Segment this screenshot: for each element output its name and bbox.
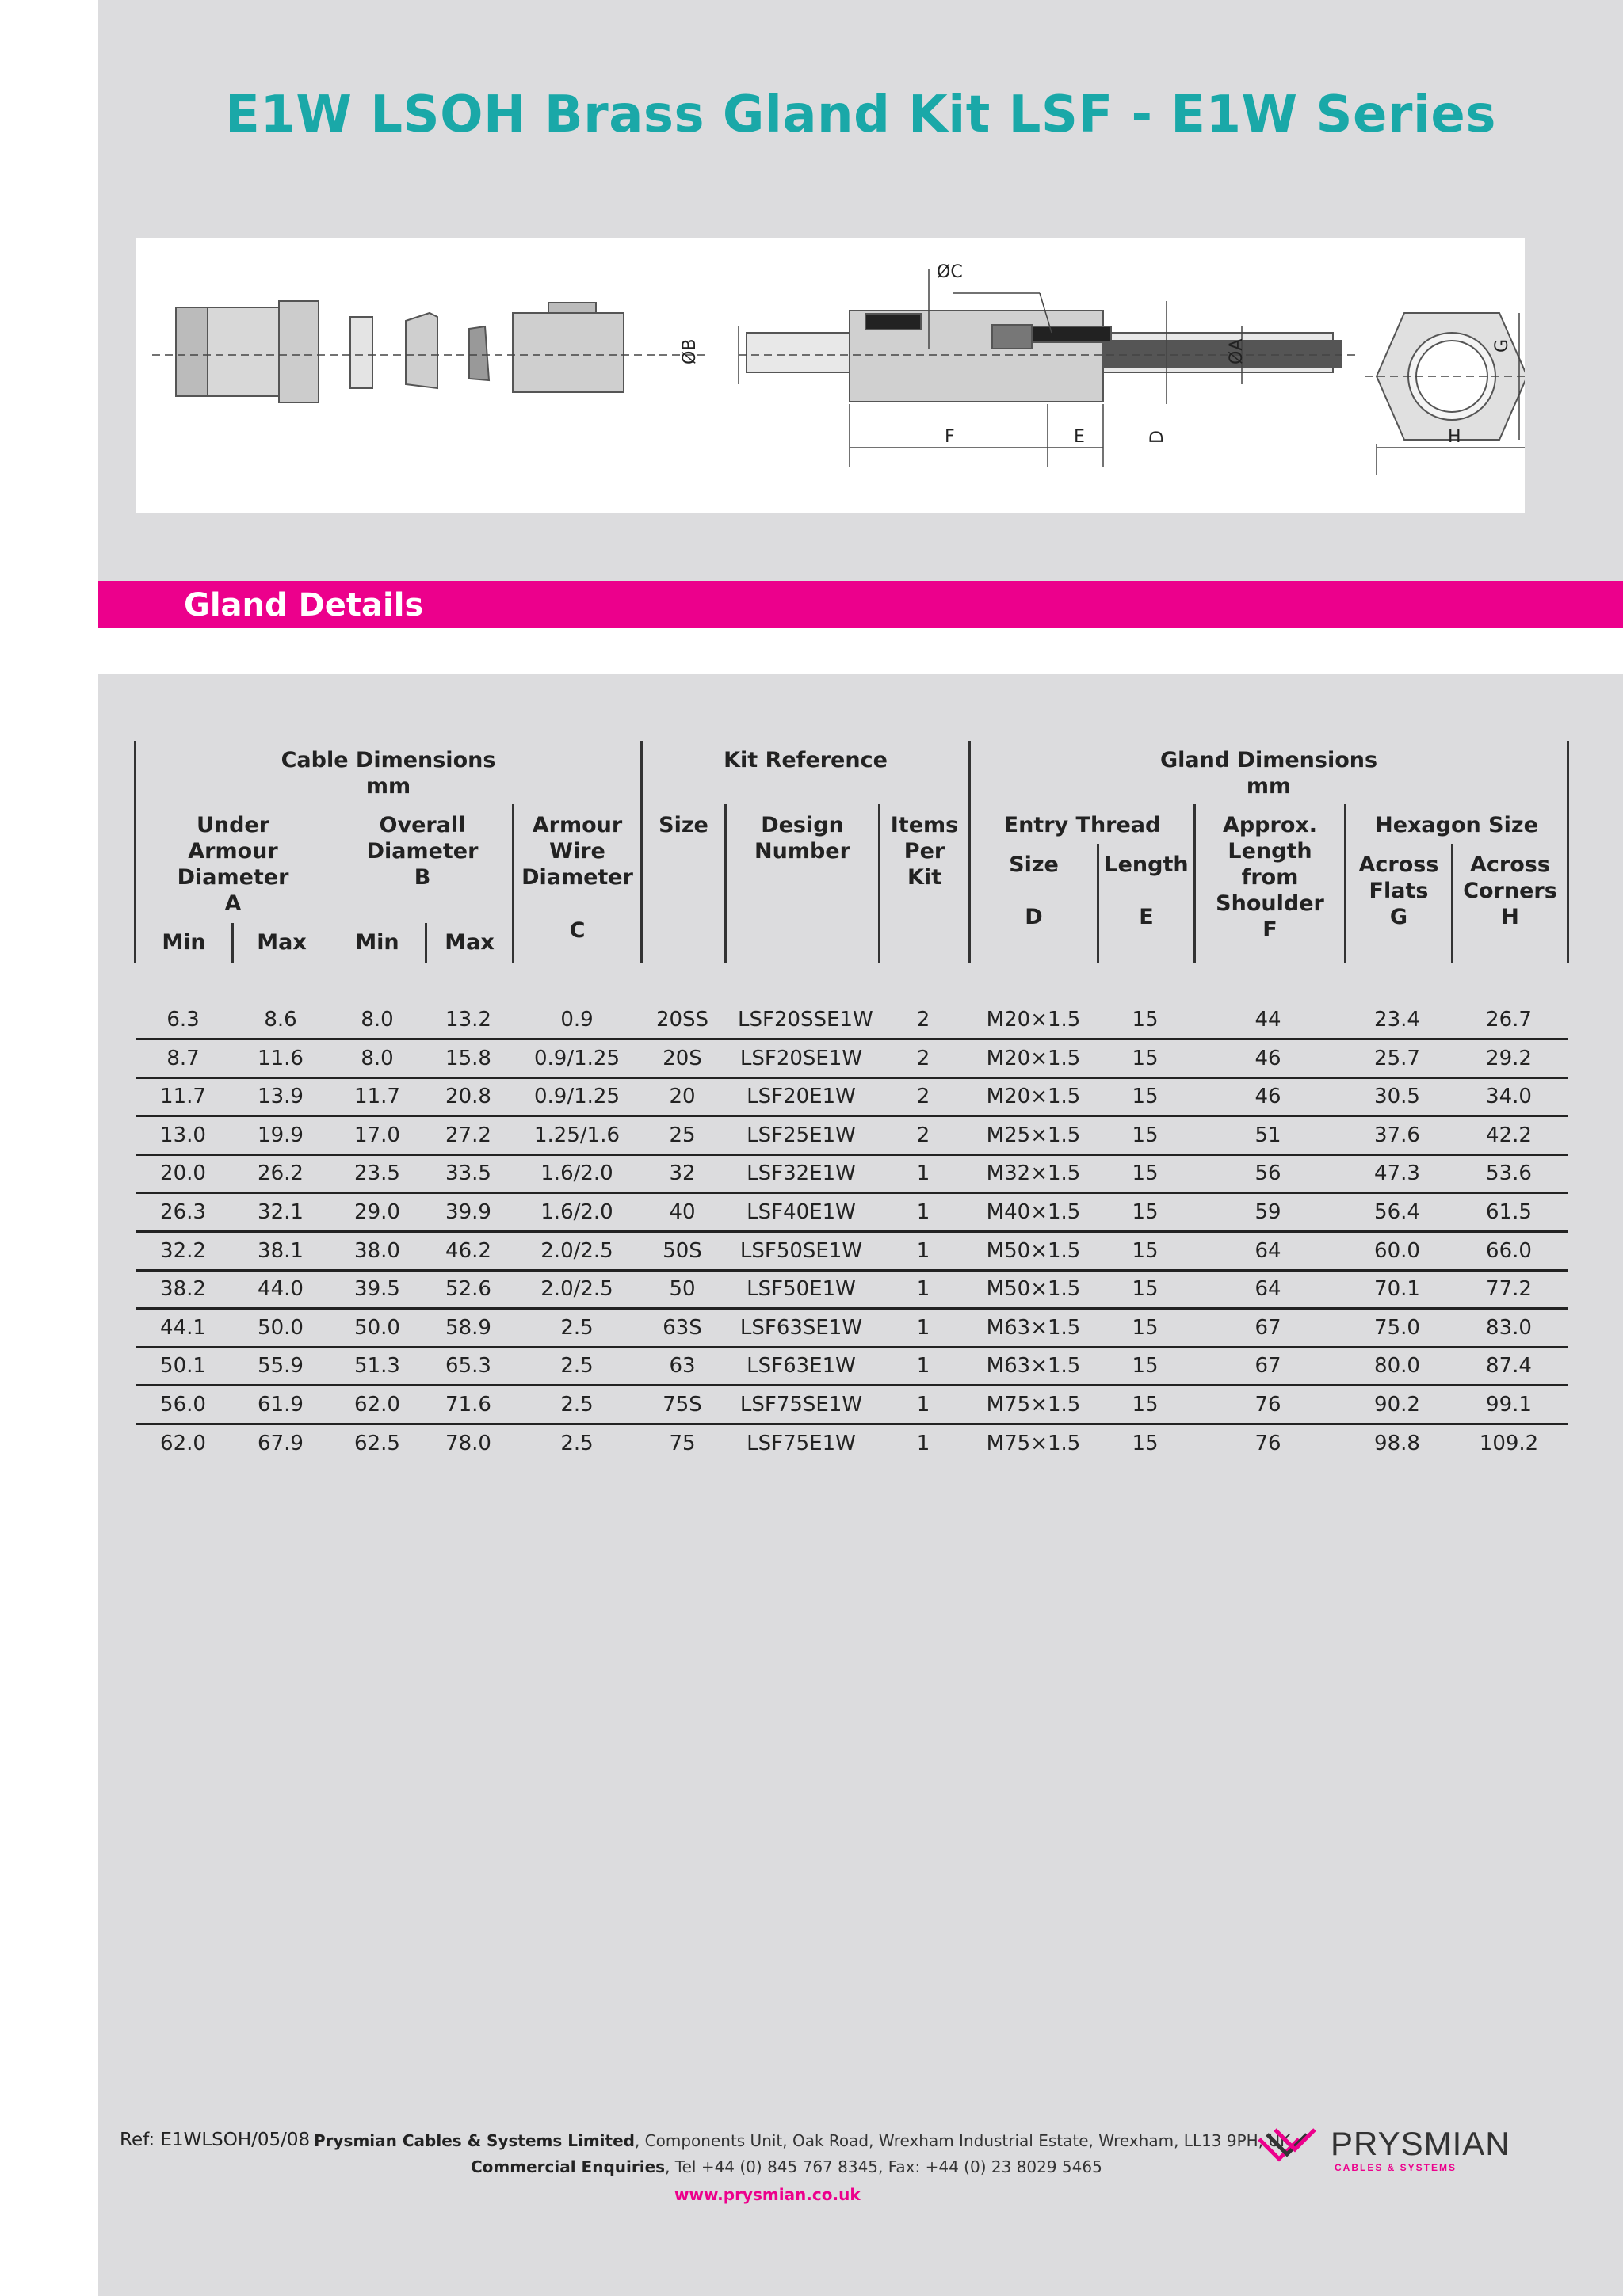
cell-items-per-kit: 1 — [916, 1315, 930, 1340]
dimension-d-label: D — [1148, 430, 1167, 444]
cell-across-corners: 66.0 — [1486, 1238, 1532, 1263]
header-max-a: Max — [257, 930, 307, 955]
cell-thread-size: M20×1.5 — [986, 1085, 1081, 1109]
cell-under-armour-max: 38.1 — [258, 1238, 304, 1263]
cell-across-flats: 47.3 — [1374, 1161, 1420, 1186]
cell-overall-min: 11.7 — [354, 1085, 400, 1109]
cell-overall-min: 17.0 — [354, 1123, 400, 1147]
dimension-f-label: F — [945, 427, 955, 447]
cell-approx-length: 59 — [1254, 1200, 1281, 1224]
cell-across-corners: 99.1 — [1486, 1393, 1532, 1417]
cell-items-per-kit: 1 — [916, 1238, 930, 1263]
section-spacer — [98, 628, 1623, 674]
header-min-a: Min — [162, 930, 206, 955]
cell-armour-wire: 0.9 — [560, 1008, 594, 1032]
cell-across-flats: 98.8 — [1374, 1431, 1420, 1455]
cell-armour-wire: 2.5 — [560, 1315, 594, 1340]
cell-thread-length: 15 — [1132, 1085, 1159, 1109]
header-design-number: Design Number — [754, 813, 850, 864]
cell-under-armour-max: 50.0 — [258, 1315, 304, 1340]
cell-thread-length: 15 — [1132, 1046, 1159, 1070]
cell-approx-length: 64 — [1254, 1238, 1281, 1263]
footer-address-line — [314, 2131, 1290, 2150]
cell-under-armour-min: 11.7 — [160, 1085, 206, 1109]
cell-approx-length: 46 — [1254, 1046, 1281, 1070]
header-across-flats: Across Flats G — [1358, 852, 1439, 929]
gland-technical-drawing — [136, 238, 1525, 513]
prysmian-logo — [1255, 2123, 1556, 2179]
header-armour-wire-letter: C — [569, 918, 586, 943]
row-divider — [136, 1192, 1568, 1194]
cell-across-flats: 25.7 — [1374, 1046, 1420, 1070]
cell-across-corners: 34.0 — [1486, 1085, 1532, 1109]
cell-size: 50 — [669, 1277, 696, 1302]
footer-ref: Ref: E1WLSOH/05/08 — [120, 2130, 311, 2150]
cell-design-number: LSF20E1W — [747, 1085, 856, 1109]
cell-under-armour-max: 61.9 — [258, 1393, 304, 1417]
cell-overall-min: 62.0 — [354, 1393, 400, 1417]
cell-overall-min: 50.0 — [354, 1315, 400, 1340]
cell-items-per-kit: 1 — [916, 1393, 930, 1417]
cell-across-flats: 90.2 — [1374, 1393, 1420, 1417]
cell-under-armour-min: 26.3 — [160, 1200, 206, 1224]
cell-under-armour-max: 44.0 — [258, 1277, 304, 1302]
cell-across-corners: 29.2 — [1486, 1046, 1532, 1070]
cell-approx-length: 76 — [1254, 1431, 1281, 1455]
cell-overall-min: 39.5 — [354, 1277, 400, 1302]
cell-under-armour-min: 38.2 — [160, 1277, 206, 1302]
cell-thread-length: 15 — [1132, 1393, 1159, 1417]
header-gland-dimensions: Gland Dimensions mm — [1159, 748, 1378, 799]
cell-across-corners: 42.2 — [1486, 1123, 1532, 1147]
cell-items-per-kit: 2 — [916, 1085, 930, 1109]
cell-overall-min: 8.0 — [361, 1046, 394, 1070]
cell-across-flats: 75.0 — [1374, 1315, 1420, 1340]
cell-size: 25 — [669, 1123, 696, 1147]
logo-text: PRYSMIAN — [1331, 2125, 1510, 2162]
header-hexagon-size: Hexagon Size — [1375, 813, 1538, 837]
cell-size: 75 — [669, 1431, 696, 1455]
row-divider — [136, 1038, 1568, 1040]
cell-approx-length: 56 — [1254, 1161, 1281, 1186]
cell-armour-wire: 2.5 — [560, 1393, 594, 1417]
cell-overall-max: 39.9 — [445, 1200, 491, 1224]
cell-thread-size: M63×1.5 — [986, 1315, 1081, 1340]
cell-overall-min: 38.0 — [354, 1238, 400, 1263]
footer-enquiries-line — [471, 2157, 1102, 2176]
cell-overall-max: 58.9 — [445, 1315, 491, 1340]
cell-across-flats: 23.4 — [1374, 1008, 1420, 1032]
cone-part — [406, 313, 437, 388]
cell-under-armour-min: 20.0 — [160, 1161, 206, 1186]
cell-design-number: LSF32E1W — [747, 1161, 856, 1186]
cell-under-armour-max: 19.9 — [258, 1123, 304, 1147]
header-thread-length-letter: E — [1139, 905, 1154, 929]
cell-thread-length: 15 — [1132, 1123, 1159, 1147]
cell-overall-min: 62.5 — [354, 1431, 400, 1455]
cell-approx-length: 64 — [1254, 1277, 1281, 1302]
footer-url[interactable]: www.prysmian.co.uk — [674, 2185, 861, 2204]
cell-overall-max: 78.0 — [445, 1431, 491, 1455]
cell-thread-length: 15 — [1132, 1200, 1159, 1224]
table-vline — [1567, 741, 1569, 963]
cell-under-armour-min: 32.2 — [160, 1238, 206, 1263]
cell-across-flats: 70.1 — [1374, 1277, 1420, 1302]
entry-body-part — [513, 313, 624, 392]
cell-thread-size: M75×1.5 — [986, 1431, 1081, 1455]
header-overall-diameter: Overall Diameter B — [366, 813, 479, 890]
row-divider — [136, 1077, 1568, 1079]
cell-under-armour-max: 8.6 — [264, 1008, 297, 1032]
dimension-e-label: E — [1074, 427, 1085, 447]
cell-thread-length: 15 — [1132, 1315, 1159, 1340]
cell-thread-size: M25×1.5 — [986, 1123, 1081, 1147]
cell-items-per-kit: 1 — [916, 1431, 930, 1455]
cell-overall-max: 20.8 — [445, 1085, 491, 1109]
cell-design-number: LSF25E1W — [747, 1123, 856, 1147]
cell-design-number: LSF63SE1W — [739, 1315, 863, 1340]
cell-design-number: LSF40E1W — [747, 1200, 856, 1224]
logo-subtext: CABLES & SYSTEMS — [1335, 2162, 1457, 2173]
cell-size: 32 — [669, 1161, 696, 1186]
cell-thread-size: M75×1.5 — [986, 1393, 1081, 1417]
cell-thread-size: M32×1.5 — [986, 1161, 1081, 1186]
cell-design-number: LSF20SSE1W — [738, 1008, 873, 1032]
header-size: Size — [659, 813, 708, 837]
cell-approx-length: 67 — [1254, 1315, 1281, 1340]
dimension-g-label: G — [1492, 338, 1512, 353]
cell-thread-length: 15 — [1132, 1161, 1159, 1186]
cell-overall-max: 52.6 — [445, 1277, 491, 1302]
header-entry-thread: Entry Thread — [1003, 813, 1161, 837]
cell-items-per-kit: 2 — [916, 1008, 930, 1032]
section-title: Gland Details — [184, 587, 424, 624]
cell-thread-size: M20×1.5 — [986, 1046, 1081, 1070]
cell-across-corners: 87.4 — [1486, 1354, 1532, 1379]
cell-under-armour-min: 56.0 — [160, 1393, 206, 1417]
cell-design-number: LSF75E1W — [747, 1431, 856, 1455]
cell-under-armour-min: 8.7 — [166, 1046, 200, 1070]
cell-across-corners: 83.0 — [1486, 1315, 1532, 1340]
header-min-b: Min — [355, 930, 399, 955]
cell-approx-length: 76 — [1254, 1393, 1281, 1417]
cell-overall-min: 8.0 — [361, 1008, 394, 1032]
cell-across-corners: 26.7 — [1486, 1008, 1532, 1032]
cell-size: 20SS — [655, 1008, 709, 1032]
back-nut-part — [279, 301, 319, 402]
clamp-ring-part — [469, 326, 489, 380]
armour-cone-part — [176, 307, 208, 396]
cell-armour-wire: 1.6/2.0 — [540, 1161, 613, 1186]
cell-items-per-kit: 1 — [916, 1354, 930, 1379]
cell-design-number: LSF20SE1W — [739, 1046, 863, 1070]
cell-approx-length: 67 — [1254, 1354, 1281, 1379]
cell-items-per-kit: 1 — [916, 1161, 930, 1186]
cell-across-flats: 80.0 — [1374, 1354, 1420, 1379]
header-across-corners: Across Corners H — [1463, 852, 1557, 929]
cell-across-corners: 53.6 — [1486, 1161, 1532, 1186]
row-divider — [136, 1307, 1568, 1310]
cell-thread-size: M40×1.5 — [986, 1200, 1081, 1224]
row-divider — [136, 1154, 1568, 1156]
cell-armour-wire: 1.25/1.6 — [534, 1123, 620, 1147]
cell-approx-length: 51 — [1254, 1123, 1281, 1147]
cell-design-number: LSF50E1W — [747, 1277, 856, 1302]
cell-thread-size: M20×1.5 — [986, 1008, 1081, 1032]
cell-thread-length: 15 — [1132, 1431, 1159, 1455]
cell-size: 50S — [663, 1238, 702, 1263]
cell-overall-min: 51.3 — [354, 1354, 400, 1379]
cell-approx-length: 44 — [1254, 1008, 1281, 1032]
cell-overall-max: 27.2 — [445, 1123, 491, 1147]
cell-armour-wire: 2.0/2.5 — [540, 1277, 613, 1302]
row-divider — [136, 1269, 1568, 1272]
cell-under-armour-max: 32.1 — [258, 1200, 304, 1224]
header-kit-reference: Kit Reference — [724, 748, 888, 772]
header-thread-size-letter: D — [1025, 905, 1043, 929]
cell-armour-wire: 2.0/2.5 — [540, 1238, 613, 1263]
row-divider — [136, 1346, 1568, 1348]
cell-armour-wire: 0.9/1.25 — [534, 1085, 620, 1109]
cell-across-flats: 56.4 — [1374, 1200, 1420, 1224]
cell-design-number: LSF50SE1W — [739, 1238, 863, 1263]
cell-design-number: LSF63E1W — [747, 1354, 856, 1379]
cell-overall-min: 23.5 — [354, 1161, 400, 1186]
dimension-h-label: H — [1448, 427, 1461, 447]
cell-under-armour-min: 6.3 — [166, 1008, 200, 1032]
cell-items-per-kit: 1 — [916, 1200, 930, 1224]
cell-under-armour-max: 67.9 — [258, 1431, 304, 1455]
cell-size: 20S — [663, 1046, 702, 1070]
cell-thread-size: M50×1.5 — [986, 1277, 1081, 1302]
cell-across-corners: 109.2 — [1479, 1431, 1539, 1455]
cell-approx-length: 46 — [1254, 1085, 1281, 1109]
cell-under-armour-max: 11.6 — [258, 1046, 304, 1070]
cell-armour-wire: 0.9/1.25 — [534, 1046, 620, 1070]
cell-overall-max: 13.2 — [445, 1008, 491, 1032]
page-title: E1W LSOH Brass Gland Kit LSF - E1W Series — [225, 86, 1496, 144]
row-divider — [136, 1115, 1568, 1117]
cell-armour-wire: 1.6/2.0 — [540, 1200, 613, 1224]
cell-under-armour-min: 50.1 — [160, 1354, 206, 1379]
seal-ring-part — [350, 317, 372, 388]
header-cable-dimensions: Cable Dimensions mm — [281, 748, 496, 799]
cell-armour-wire: 2.5 — [560, 1354, 594, 1379]
cell-size: 20 — [669, 1085, 696, 1109]
cell-across-corners: 61.5 — [1486, 1200, 1532, 1224]
cell-size: 40 — [669, 1200, 696, 1224]
cell-thread-length: 15 — [1132, 1008, 1159, 1032]
header-armour-wire: Armour Wire Diameter — [521, 813, 633, 890]
cell-items-per-kit: 1 — [916, 1277, 930, 1302]
cell-overall-max: 15.8 — [445, 1046, 491, 1070]
cell-thread-length: 15 — [1132, 1354, 1159, 1379]
cell-thread-size: M50×1.5 — [986, 1238, 1081, 1263]
cell-overall-max: 65.3 — [445, 1354, 491, 1379]
row-divider — [136, 1423, 1568, 1425]
cell-thread-size: M63×1.5 — [986, 1354, 1081, 1379]
cell-size: 75S — [663, 1393, 702, 1417]
cell-size: 63S — [663, 1315, 702, 1340]
cell-overall-min: 29.0 — [354, 1200, 400, 1224]
cell-overall-max: 33.5 — [445, 1161, 491, 1186]
cell-under-armour-min: 44.1 — [160, 1315, 206, 1340]
dimension-a-label: ØA — [1227, 338, 1247, 364]
dimension-b-label: ØB — [680, 338, 700, 364]
footer-enquiries: , Tel +44 (0) 845 767 8345, Fax: +44 (0) 23 8029 5465 — [665, 2157, 1102, 2176]
section-header-band — [98, 581, 1623, 628]
cell-across-flats: 30.5 — [1374, 1085, 1420, 1109]
footer-enquiries-label: Commercial Enquiries — [471, 2157, 666, 2176]
header-thread-size: Size — [1009, 852, 1059, 877]
cell-thread-length: 15 — [1132, 1277, 1159, 1302]
cell-under-armour-min: 13.0 — [160, 1123, 206, 1147]
cell-under-armour-max: 26.2 — [258, 1161, 304, 1186]
cell-across-flats: 37.6 — [1374, 1123, 1420, 1147]
cell-across-corners: 77.2 — [1486, 1277, 1532, 1302]
header-approx-length: Approx. Length from Shoulder F — [1216, 813, 1324, 942]
row-divider — [136, 1230, 1568, 1233]
document-page — [98, 0, 1623, 2296]
cell-overall-max: 46.2 — [445, 1238, 491, 1263]
header-thread-length: Length — [1104, 852, 1189, 877]
cell-thread-length: 15 — [1132, 1238, 1159, 1263]
table-vline — [640, 741, 643, 963]
cell-under-armour-min: 62.0 — [160, 1431, 206, 1455]
cell-items-per-kit: 2 — [916, 1123, 930, 1147]
cell-across-flats: 60.0 — [1374, 1238, 1420, 1263]
gland-diagram — [136, 238, 1525, 513]
header-items-per-kit: Items Per Kit — [890, 813, 959, 890]
header-under-armour: Under Armour Diameter A — [177, 813, 289, 916]
cell-armour-wire: 2.5 — [560, 1431, 594, 1455]
cell-under-armour-max: 55.9 — [258, 1354, 304, 1379]
cell-size: 63 — [669, 1354, 696, 1379]
dimension-c-label: ØC — [937, 262, 963, 282]
cell-overall-max: 71.6 — [445, 1393, 491, 1417]
row-divider — [136, 1384, 1568, 1386]
cell-design-number: LSF75SE1W — [739, 1393, 863, 1417]
footer-company: Prysmian Cables & Systems Limited — [314, 2131, 635, 2150]
header-max-b: Max — [445, 930, 495, 955]
cell-under-armour-max: 13.9 — [258, 1085, 304, 1109]
cell-items-per-kit: 2 — [916, 1046, 930, 1070]
footer-address: , Components Unit, Oak Road, Wrexham Industrial Estate, Wrexham, LL13 9PH, UK — [634, 2131, 1291, 2150]
